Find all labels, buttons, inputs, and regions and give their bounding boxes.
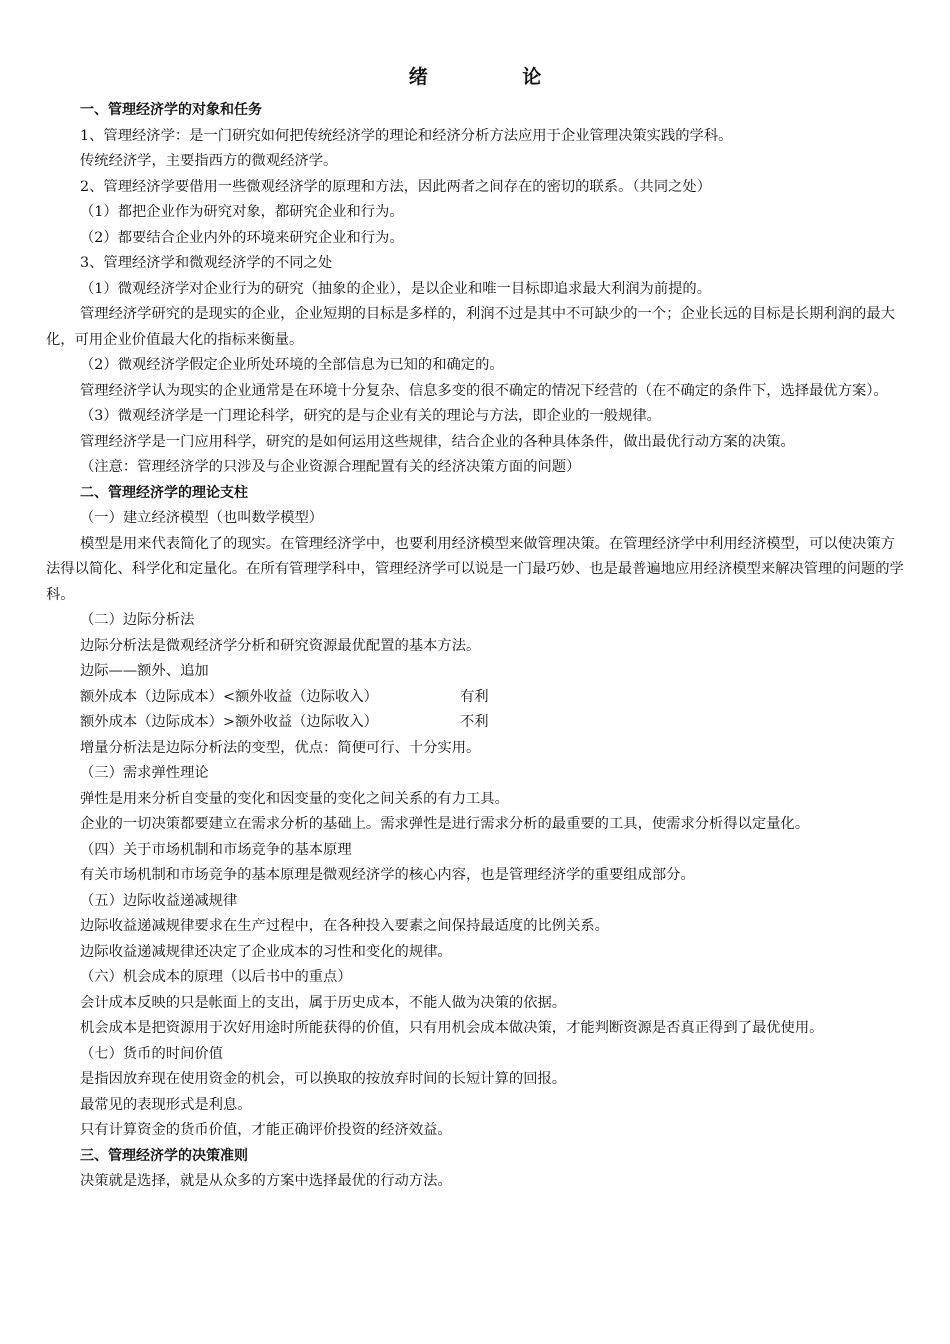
section-heading: 一、管理经济学的对象和任务: [80, 102, 262, 118]
paragraph: 管理经济学研究的是现实的企业，企业短期的目标是多样的，利润不过是其中不可缺少的一个；企业长远的目标是长期利润的最大化，可用企业价值最大化的指标来衡量。: [46, 306, 895, 348]
comparison-condition: 额外成本（边际成本）>额外收益（边际收入）: [80, 714, 378, 730]
paragraph: 管理经济学认为现实的企业通常是在环境十分复杂、信息多变的很不确定的情况下经营的（在不确定的条件下，选择最优方案）。: [80, 382, 888, 399]
comparison-condition: 额外成本（边际成本）<额外收益（边际收入）: [80, 688, 378, 705]
paragraph: 管理经济学是一门应用科学，研究的是如何运用这些规律，结合企业的各种具体条件，做出最优行动方案的决策。: [80, 433, 795, 450]
paragraph: 会计成本反映的只是帐面上的支出，属于历史成本，不能人做为决策的依据。: [80, 994, 567, 1011]
paragraph: （二）边际分析法: [80, 612, 195, 628]
paragraph: （3）微观经济学是一门理论科学，研究的是与企业有关的理论与方法，即企业的一般规律。: [80, 408, 661, 424]
paragraph: 机会成本是把资源用于次好用途时所能获得的价值，只有用机会成本做决策，才能判断资源是否真正得到了最优使用。: [80, 1020, 824, 1036]
paragraph: 2、管理经济学要借用一些微观经济学的原理和方法，因此两者之间存在的密切的联系。（共同之处）: [80, 178, 712, 195]
paragraph: 边际收益递减规律还决定了企业成本的习性和变化的规律。: [80, 943, 452, 960]
paragraph: 1、管理经济学：是一门研究如何把传统经济学的理论和经济分析方法应用于企业管理决策实践的学科。: [80, 127, 733, 144]
paragraph: 增量分析法是边际分析法的变型，优点：简便可行、十分实用。: [80, 739, 481, 756]
comparison-row: [46, 685, 904, 711]
section-heading: 三、管理经济学的决策准则: [80, 1147, 248, 1164]
paragraph: 最常见的表现形式是利息。: [80, 1096, 252, 1113]
paragraph: 弹性是用来分析自变量的变化和因变量的变化之间关系的有力工具。: [80, 790, 509, 807]
paragraph: 边际分析法是微观经济学分析和研究资源最优配置的基本方法。: [80, 637, 481, 654]
paragraph: 有关市场机制和市场竞争的基本原理是微观经济学的核心内容，也是管理经济学的重要组成部分。: [80, 867, 695, 883]
paragraph: （五）边际收益递减规律: [80, 892, 238, 909]
paragraph: （1）微观经济学对企业行为的研究（抽象的企业），是以企业和唯一目标即追求最大利润为前提的。: [80, 280, 712, 297]
paragraph: 3、管理经济学和微观经济学的不同之处: [80, 255, 333, 271]
paragraph: （2）都要结合企业内外的环境来研究企业和行为。: [80, 229, 404, 246]
paragraph: （七）货币的时间价值: [80, 1045, 223, 1062]
paragraph: 决策就是选择，就是从众多的方案中选择最优的行动方法。: [80, 1173, 452, 1189]
paragraph: （六）机会成本的原理（以后书中的重点）: [80, 969, 352, 985]
paragraph: 边际收益递减规律要求在生产过程中，在各种投入要素之间保持最适度的比例关系。: [80, 918, 609, 934]
page-title: 绪 论: [408, 66, 586, 88]
paragraph: 边际——额外、追加: [80, 663, 209, 679]
comparison-result: 有利: [460, 688, 489, 705]
comparison-result: 不利: [460, 714, 489, 730]
paragraph: （2）微观经济学假定企业所处环境的全部信息为已知的和确定的。: [80, 357, 504, 373]
paragraph: （1）都把企业作为研究对象，都研究企业和行为。: [80, 204, 404, 220]
paragraph: 模型是用来代表简化了的现实。在管理经济学中，也要利用经济模型来做管理决策。在管理经济学中利用经济模型，可以使决策方法得以简化、科学化和定量化。在所有管理学科中，管理经济学可以说是一门最巧妙、也是最普遍地应用经济模型来解决管理的问题的学科。: [46, 535, 904, 603]
paragraph: （一）建立经济模型（也叫数学模型）: [80, 510, 324, 526]
paragraph: 传统经济学，主要指西方的微观经济学。: [80, 153, 338, 169]
paragraph: 只有计算资金的货币价值，才能正确评价投资的经济效益。: [80, 1122, 452, 1138]
paragraph: 企业的一切决策都要建立在需求分析的基础上。需求弹性是进行需求分析的最重要的工具，使需求分析得以定量化。: [80, 816, 810, 832]
section-heading: 二、管理经济学的理论支柱: [80, 484, 248, 501]
paragraph: 是指因放弃现在使用资金的机会，可以换取的按放弃时间的长短计算的回报。: [80, 1071, 567, 1087]
comparison-row: [46, 710, 904, 736]
document-body: [46, 98, 904, 1195]
paragraph: （四）关于市场机制和市场竞争的基本原理: [80, 841, 352, 858]
paragraph: （注意：管理经济学的只涉及与企业资源合理配置有关的经济决策方面的问题）: [80, 459, 581, 475]
paragraph: （三）需求弹性理论: [80, 765, 209, 781]
